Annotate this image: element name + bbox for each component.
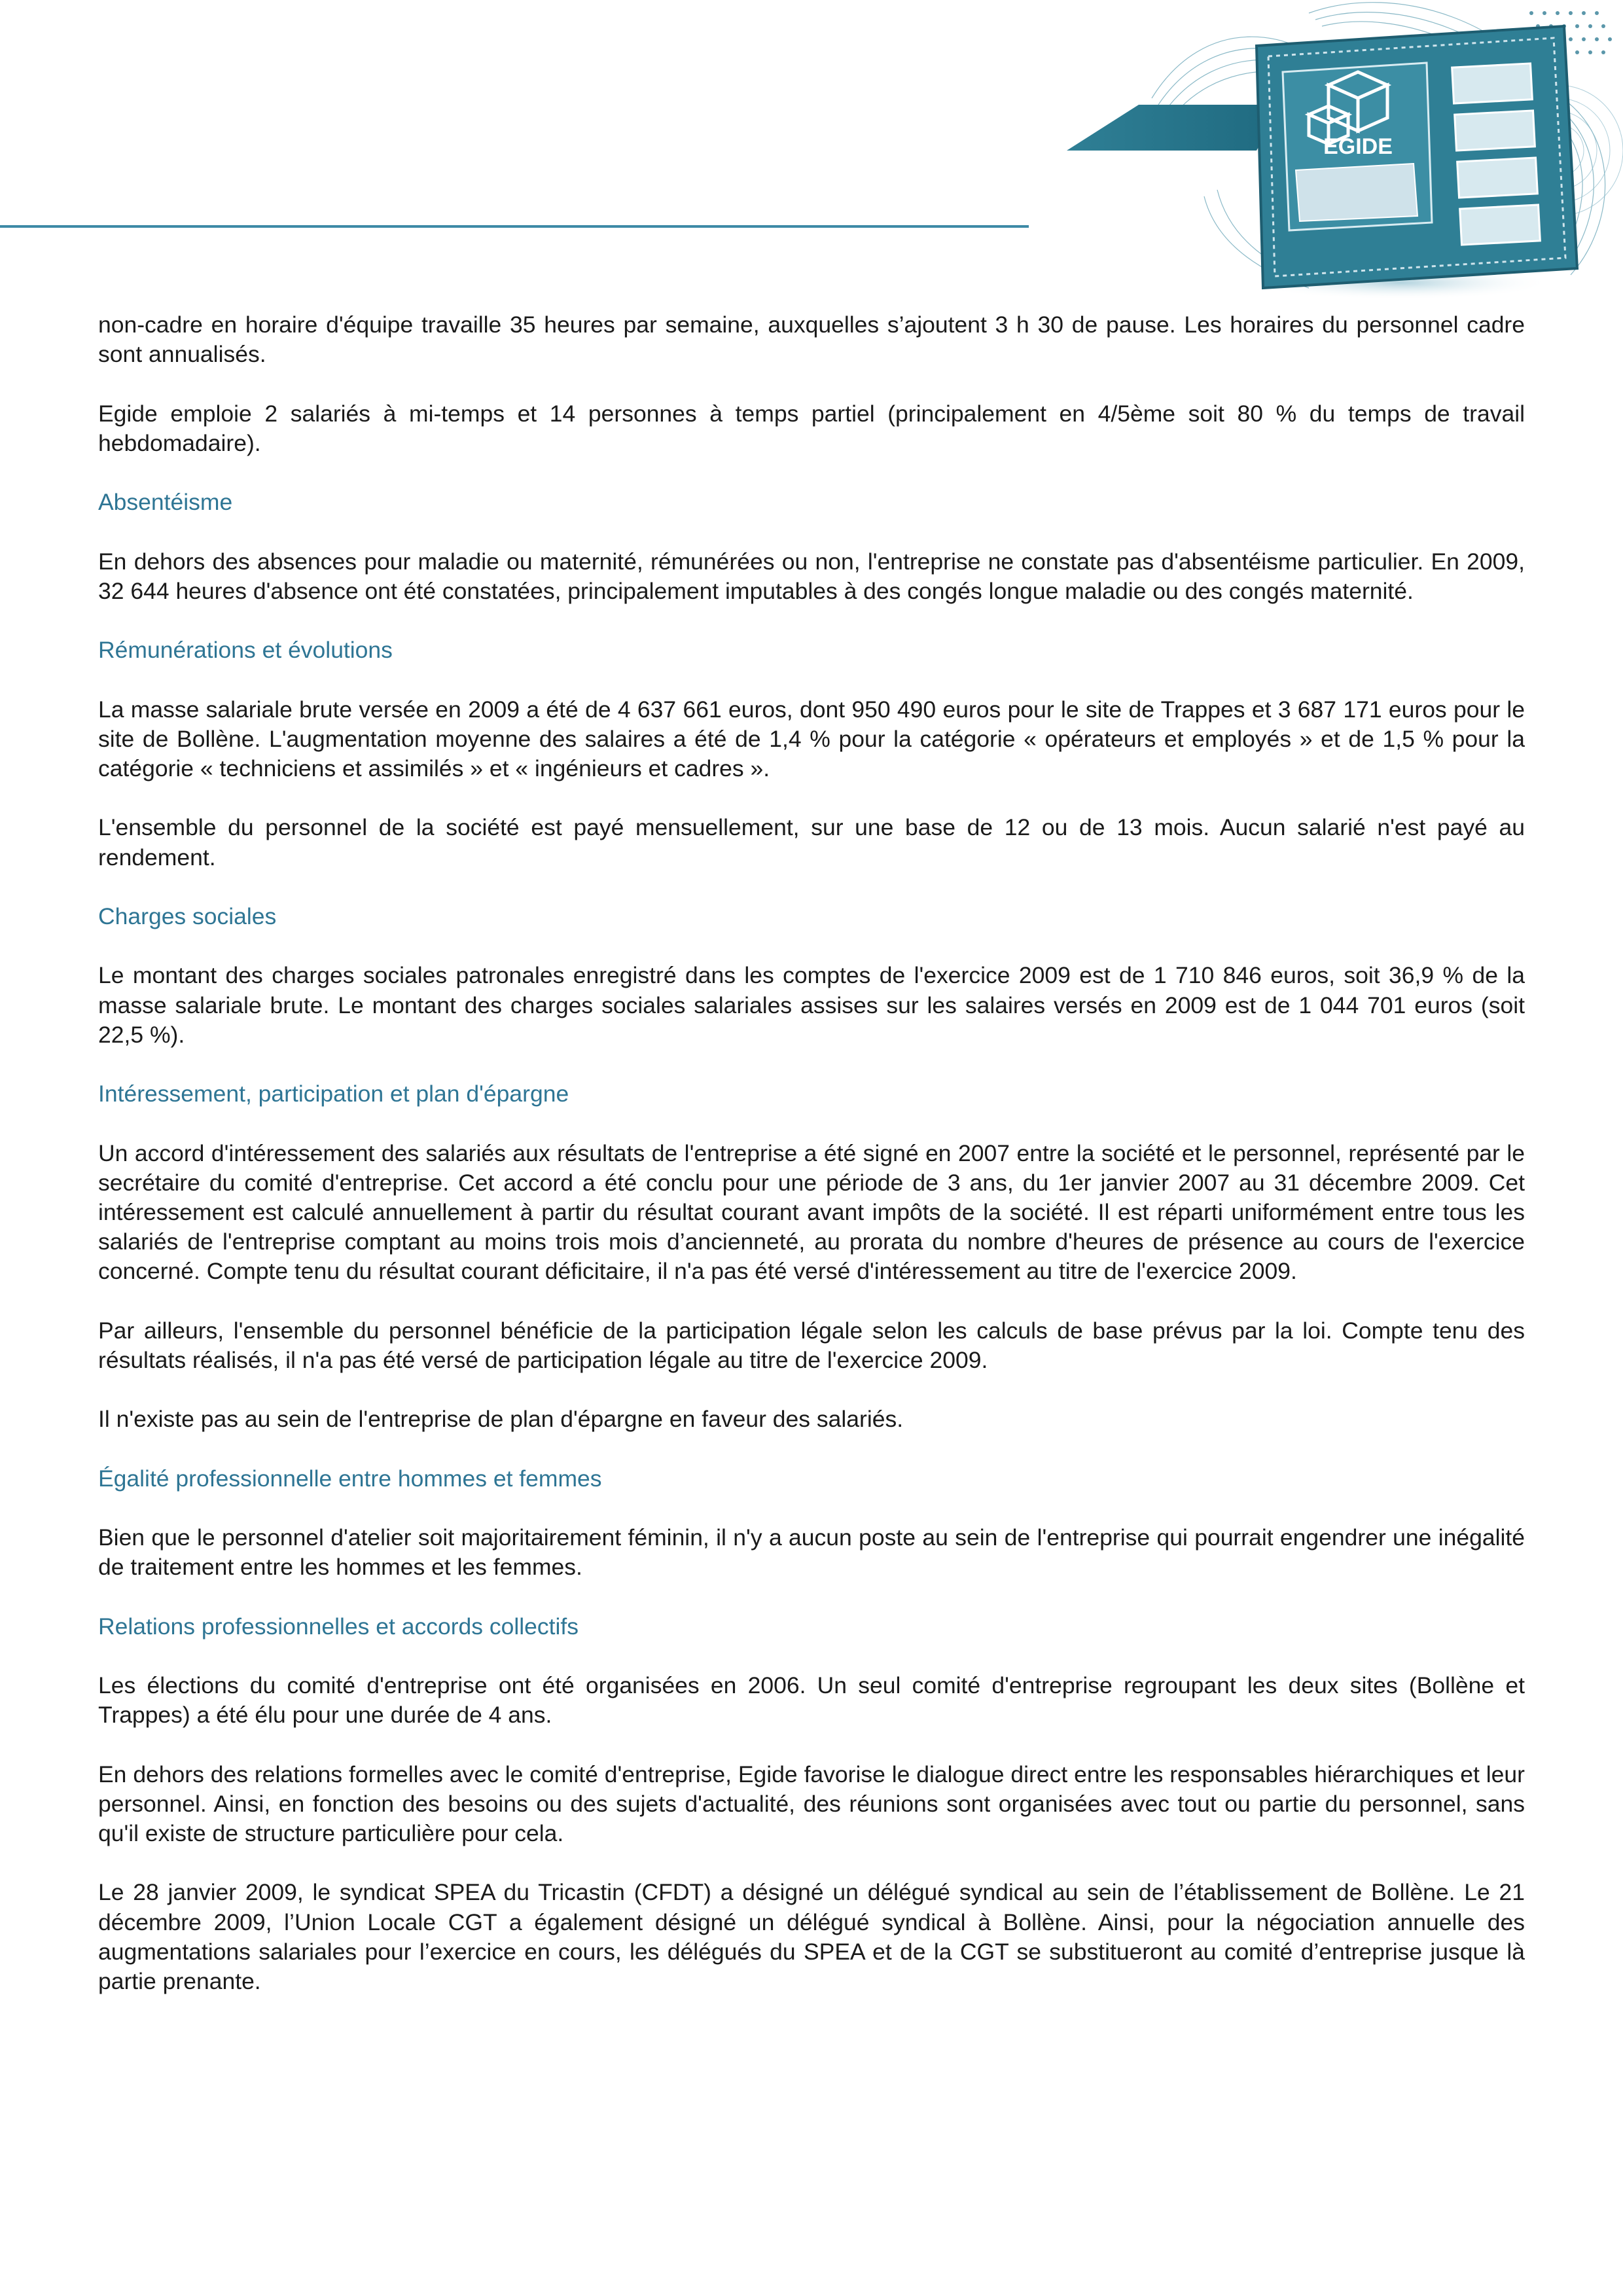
section-heading: Intéressement, participation et plan d'épargne [98, 1081, 569, 1107]
body-paragraph: Le montant des charges sociales patronales enregistré dans les comptes de l'exercice 2009 est de 1 710 846 euros, soit 36,9 % de la masse salariale brute. Le montant des charges sociales salariales assises sur les salaires versés en 2009 est de 1 044 701 euros (soit 22,5 %). [98, 962, 1525, 1048]
document-body [98, 310, 1525, 1996]
body-paragraph: Par ailleurs, l'ensemble du personnel bénéficie de la participation légale selon les calculs de base prévus par la loi. Compte tenu des résultats réalisés, il n'a pas été versé de participation légale au titre de l'exercice 2009. [98, 1317, 1525, 1373]
body-paragraph: Bien que le personnel d'atelier soit majoritairement féminin, il n'y a aucun poste au sein de l'entreprise qui pourrait engendrer une inégalité de traitement entre les hommes et les femmes. [98, 1524, 1525, 1581]
body-paragraph: En dehors des relations formelles avec le comité d'entreprise, Egide favorise le dialogue direct entre les responsables hiérarchiques et leur personnel. Ainsi, en fonction des besoins ou des sujets d'actualité, des réunions sont organisées avec tout ou partie du personnel, sans qu'il existe de structure particulière pour cela. [98, 1761, 1525, 1847]
header-rule [0, 225, 1029, 228]
section-heading: Absentéisme [98, 489, 233, 516]
section-heading: Charges sociales [98, 903, 277, 929]
section-heading: Égalité professionnelle entre hommes et femmes [98, 1465, 602, 1492]
body-paragraph: En dehors des absences pour maladie ou maternité, rémunérées ou non, l'entreprise ne constate pas d'absentéisme particulier. En 2009, 32 644 heures d'absence ont été constatées, principalement imputables à des congés longue maladie ou des congés maternité. [98, 548, 1525, 604]
chip-package [1257, 26, 1577, 288]
body-paragraph: Un accord d'intéressement des salariés aux résultats de l'entreprise a été signé en 2007 entre la société et le personnel, représenté par le secrétaire du comité d'entreprise. Cet accord a été conclu pour une période de 3 ans, du 1er janvier 2007 au 31 décembre 2009. Cet intéressement est calculé annuellement à partir du résultat courant avant impôts de la société. Il est réparti uniformément entre tous les salariés de l'entreprise comptant au moins trois mois d’ancienneté, au prorata du nombre d'heures de présence au cours de l'exercice concerné. Compte tenu du résultat courant déficitaire, il n'a pas été versé d'intéressement au titre de l'exercice 2009. [98, 1139, 1525, 1285]
body-paragraph: Egide emploie 2 salariés à mi-temps et 14 personnes à temps partiel (principalement en 4/5ème soit 80 % du temps de travail hebdomadaire). [98, 400, 1525, 456]
body-paragraph: Il n'existe pas au sein de l'entreprise de plan d'épargne en faveur des salariés. [98, 1406, 904, 1433]
body-paragraph: Les élections du comité d'entreprise ont été organisées en 2006. Un seul comité d'entreprise regroupant les deux sites (Bollène et Trappes) a été élu pour une durée de 4 ans. [98, 1672, 1525, 1729]
section-heading: Relations professionnelles et accords collectifs [98, 1613, 579, 1640]
egide-logo-text: EGIDE [1323, 134, 1393, 159]
body-paragraph: non-cadre en horaire d'équipe travaille 35 heures par semaine, auxquelles s’ajoutent 3 h 30 de pause. Les horaires du personnel cadre sont annualisés. [98, 312, 1525, 368]
section-heading: Rémunérations et évolutions [98, 637, 393, 664]
body-paragraph: L'ensemble du personnel de la société est payé mensuellement, sur une base de 12 ou de 13 mois. Aucun salarié n'est payé au rendement. [98, 814, 1525, 870]
body-paragraph: La masse salariale brute versée en 2009 a été de 4 637 661 euros, dont 950 490 euros pour le site de Trappes et 3 687 171 euros pour le site de Bollène. L'augmentation moyenne des salaires a été de 1,4 % pour la catégorie « opérateurs et employés » et de 1,5 % pour la catégorie « techniciens et assimilés » et « ingénieurs et cadres ». [98, 696, 1525, 781]
body-paragraph: Le 28 janvier 2009, le syndicat SPEA du Tricastin (CFDT) a désigné un délégué syndical au sein de l’établissement de Bollène. Le 21 décembre 2009, l’Union Locale CGT a également désigné un délégué syndical à Bollène. Ainsi, pour la négociation annuelle des augmentations salariales pour l’exercice en cours, les délégués du SPEA et de la CGT se substitueront au comité d’entreprise jusque là partie prenante. [98, 1879, 1525, 1995]
egide-logo-illustration [1060, 0, 1623, 308]
